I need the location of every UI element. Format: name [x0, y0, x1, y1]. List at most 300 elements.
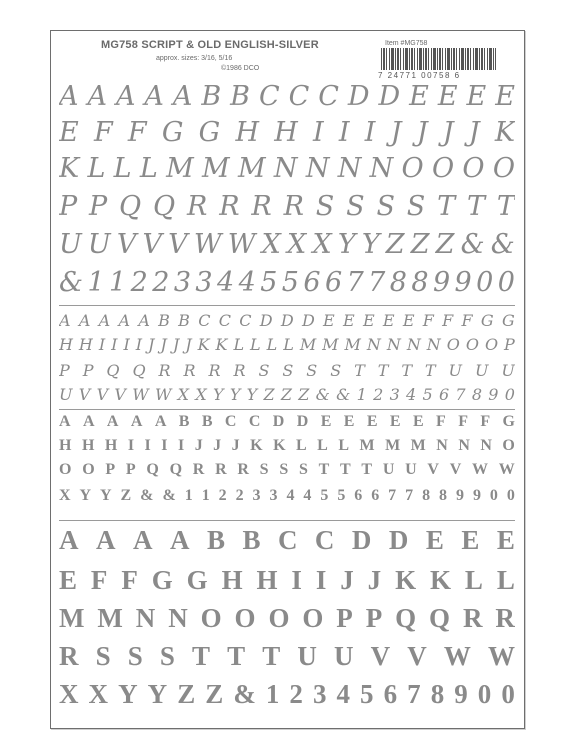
decal-glyph: E — [362, 311, 375, 330]
decal-glyph: X — [59, 487, 71, 504]
decal-glyph: A — [169, 525, 190, 555]
decal-glyph: O — [82, 461, 95, 478]
decal-glyph: I — [315, 565, 327, 595]
decal-glyph: I — [291, 565, 302, 595]
decal-glyph: P — [59, 191, 78, 222]
decal-glyph: 5 — [337, 487, 346, 504]
decal-glyph: 0 — [477, 679, 492, 709]
decal-glyph: X — [195, 385, 207, 404]
decal-glyph: S — [279, 461, 289, 478]
decal-glyph: D — [301, 311, 315, 330]
decal-glyph: 4 — [238, 267, 256, 298]
decal-glyph: S — [159, 641, 175, 671]
decal-glyph: U — [297, 641, 317, 671]
decal-glyph: 7 — [388, 487, 397, 504]
decal-glyph: R — [495, 603, 515, 633]
decal-glyph: V — [370, 641, 391, 671]
decal-glyph: Y — [337, 229, 356, 260]
decal-glyph: R — [208, 361, 221, 380]
decal-glyph: P — [89, 191, 108, 222]
decal-glyph: A — [115, 81, 136, 112]
decal-glyph: O — [401, 153, 424, 184]
decal-glyph: H — [235, 117, 259, 148]
decal-glyph: S — [95, 641, 111, 671]
decal-glyph: 7 — [346, 267, 364, 298]
decal-glyph: 7 — [455, 385, 466, 404]
decal-glyph: G — [502, 413, 515, 430]
decal-glyph: R — [215, 461, 227, 478]
decal-glyph: 0 — [504, 385, 515, 404]
decal-glyph: B — [178, 311, 190, 330]
decal-glyph: I — [98, 335, 106, 354]
decal-glyph: 6 — [438, 385, 450, 404]
decal-glyph: N — [305, 153, 330, 184]
decal-glyph: I — [111, 335, 118, 354]
decal-glyph: E — [425, 525, 444, 555]
decal-glyph: 6 — [383, 679, 398, 709]
decal-glyph: E — [437, 81, 458, 112]
decal-glyph: Z — [435, 229, 455, 260]
decal-glyph: S — [315, 191, 335, 222]
decal-glyph: Y — [147, 679, 168, 709]
decal-glyph: O — [465, 335, 479, 354]
decal-glyph: R — [233, 361, 246, 380]
decal-glyph: X — [312, 229, 332, 260]
decal-glyph: X — [88, 679, 109, 709]
big-script-row — [59, 229, 515, 260]
decal-glyph: Z — [280, 385, 292, 404]
decal-glyph: C — [198, 311, 211, 330]
big-script-row — [59, 191, 515, 222]
decal-glyph: A — [59, 311, 71, 330]
decal-glyph: H — [59, 335, 73, 354]
decal-glyph: A — [144, 81, 164, 112]
decal-glyph: F — [127, 117, 147, 148]
decal-glyph: N — [366, 335, 381, 354]
decal-glyph: W — [472, 461, 488, 478]
decal-glyph: Q — [106, 361, 120, 380]
decal-glyph: V — [427, 461, 439, 478]
decal-glyph: I — [127, 437, 135, 454]
decal-glyph: C — [288, 81, 310, 112]
section-divider — [59, 409, 515, 410]
decal-glyph: R — [462, 603, 483, 633]
decal-glyph: 2 — [152, 267, 170, 298]
sheet-title: MG758 SCRIPT & OLD ENGLISH-SILVER — [101, 39, 319, 51]
decal-glyph: 7 — [368, 267, 386, 298]
decal-glyph: W — [227, 229, 256, 260]
decal-glyph: M — [237, 153, 266, 184]
decal-glyph: V — [449, 461, 462, 478]
decal-glyph: 8 — [471, 385, 483, 404]
decal-glyph: L — [338, 437, 349, 454]
decal-glyph: D — [347, 81, 370, 112]
decal-glyph: M — [202, 153, 230, 184]
decal-glyph: H — [104, 437, 118, 454]
decal-glyph: Q — [169, 461, 183, 478]
decal-glyph: Q — [146, 461, 159, 478]
decal-glyph: F — [422, 311, 434, 330]
decal-glyph: B — [178, 413, 190, 430]
decal-glyph: J — [213, 437, 222, 454]
decal-glyph: 4 — [336, 679, 350, 709]
decal-glyph: E — [496, 525, 515, 555]
decal-glyph: J — [231, 437, 240, 454]
decal-glyph: F — [458, 413, 468, 430]
decal-glyph: S — [330, 361, 342, 380]
decal-glyph: A — [82, 413, 95, 430]
decal-glyph: A — [154, 413, 167, 430]
big-old-row — [59, 641, 515, 672]
decal-glyph: E — [402, 311, 415, 330]
decal-glyph: I — [144, 437, 151, 454]
decal-glyph: R — [219, 191, 240, 222]
decal-glyph: K — [250, 437, 263, 454]
decal-glyph: N — [337, 153, 362, 184]
item-number: Item #MG758 — [385, 40, 428, 47]
decal-glyph: S — [298, 461, 308, 478]
decal-glyph: A — [106, 413, 119, 430]
decal-glyph: O — [484, 335, 499, 354]
decal-glyph: C — [218, 311, 231, 330]
decal-glyph: W — [498, 461, 515, 478]
decal-glyph: 2 — [373, 385, 384, 404]
decal-glyph: J — [340, 565, 354, 595]
decal-glyph: 0 — [489, 487, 498, 504]
decal-glyph: G — [186, 565, 208, 595]
decal-glyph: C — [318, 81, 339, 112]
decal-glyph: 3 — [252, 487, 261, 504]
decal-glyph: G — [198, 117, 221, 148]
decal-glyph: 3 — [269, 487, 278, 504]
decal-glyph: C — [248, 413, 261, 430]
decal-glyph: V — [407, 641, 427, 671]
decal-glyph: H — [274, 117, 298, 148]
small-old-row — [59, 413, 515, 431]
decal-glyph: F — [442, 311, 454, 330]
decal-glyph: T — [424, 361, 436, 380]
decal-glyph: W — [193, 229, 222, 260]
decal-glyph: 1 — [265, 679, 280, 709]
decal-glyph: U — [59, 229, 82, 260]
decal-glyph: & — [233, 679, 256, 709]
decal-glyph: V — [96, 385, 109, 404]
decal-glyph: V — [142, 229, 162, 260]
decal-glyph: T — [227, 641, 246, 671]
decal-glyph: C — [277, 525, 298, 555]
decal-glyph: K — [395, 565, 417, 595]
big-script-row — [59, 81, 515, 112]
decal-glyph: E — [412, 413, 424, 430]
decal-glyph: Q — [153, 191, 176, 222]
decal-glyph: J — [468, 117, 480, 148]
decal-glyph: C — [314, 525, 335, 555]
decal-glyph: I — [161, 437, 168, 454]
decal-glyph: L — [113, 153, 132, 184]
decal-glyph: T — [262, 641, 281, 671]
decal-glyph: P — [59, 361, 70, 380]
decal-glyph: B — [230, 81, 250, 112]
decal-glyph: Y — [100, 487, 112, 504]
decal-glyph: M — [410, 437, 426, 454]
decal-glyph: A — [138, 311, 150, 330]
decal-glyph: 1 — [87, 267, 105, 298]
decal-glyph: J — [172, 335, 180, 354]
decal-glyph: T — [377, 361, 389, 380]
decal-glyph: Z — [385, 229, 405, 260]
decal-glyph: A — [59, 81, 79, 112]
decal-glyph: L — [317, 437, 328, 454]
decal-glyph: 5 — [320, 487, 329, 504]
decal-glyph: G — [480, 311, 494, 330]
decal-glyph: A — [95, 525, 116, 555]
big-script-row — [59, 117, 515, 148]
decal-glyph: L — [233, 335, 245, 354]
decal-glyph: C — [258, 81, 280, 112]
decal-glyph: U — [334, 641, 354, 671]
small-script-row — [59, 385, 515, 404]
decal-glyph: O — [502, 437, 515, 454]
decal-glyph: T — [466, 191, 485, 222]
small-old-row — [59, 461, 515, 479]
decal-glyph: I — [338, 117, 350, 148]
decal-glyph: R — [158, 361, 171, 380]
decal-glyph: 2 — [289, 679, 303, 709]
decal-glyph: I — [177, 437, 185, 454]
small-script-row — [59, 335, 515, 354]
decal-glyph: 5 — [281, 267, 299, 298]
decal-glyph: K — [197, 335, 210, 354]
decal-glyph: 9 — [455, 487, 464, 504]
decal-glyph: M — [299, 335, 317, 354]
decal-glyph: S — [258, 361, 270, 380]
decal-glyph: A — [59, 413, 71, 430]
decal-glyph: J — [160, 335, 167, 354]
decal-glyph: Q — [119, 191, 142, 222]
decal-glyph: 5 — [360, 679, 374, 709]
decal-glyph: D — [378, 81, 401, 112]
decal-glyph: P — [82, 361, 94, 380]
decal-glyph: R — [183, 361, 196, 380]
decal-glyph: L — [496, 565, 515, 595]
decal-glyph: J — [390, 117, 402, 148]
decal-glyph: 1 — [201, 487, 210, 504]
decal-glyph: E — [495, 81, 515, 112]
decal-glyph: 8 — [439, 487, 448, 504]
decal-glyph: 9 — [472, 487, 481, 504]
section-divider — [59, 305, 515, 306]
decal-glyph: & — [490, 229, 515, 260]
small-old-row — [59, 437, 515, 455]
decal-glyph: F — [90, 565, 108, 595]
decal-glyph: N — [436, 437, 448, 454]
decal-glyph: G — [501, 311, 515, 330]
decal-glyph: E — [366, 413, 378, 430]
decal-glyph: & — [336, 385, 351, 404]
decal-glyph: 5 — [422, 385, 433, 404]
decal-glyph: M — [97, 603, 123, 633]
decal-glyph: A — [59, 525, 79, 555]
decal-glyph: Z — [298, 385, 310, 404]
decal-glyph: R — [192, 461, 205, 478]
decal-glyph: E — [343, 413, 355, 430]
decal-glyph: L — [464, 565, 483, 595]
small-old-row — [59, 487, 515, 505]
decal-glyph: 4 — [406, 385, 417, 404]
decal-glyph: I — [364, 117, 376, 148]
decal-glyph: I — [312, 117, 324, 148]
decal-glyph: 4 — [303, 487, 312, 504]
decal-glyph: 0 — [506, 487, 515, 504]
decal-glyph: A — [87, 81, 107, 112]
decal-glyph: 9 — [488, 385, 499, 404]
decal-glyph: L — [87, 153, 106, 184]
decal-glyph: D — [296, 413, 309, 430]
small-script-row — [59, 361, 515, 380]
decal-glyph: E — [342, 311, 355, 330]
decal-glyph: F — [480, 413, 491, 430]
decal-glyph: K — [430, 565, 452, 595]
decal-glyph: A — [118, 311, 131, 330]
decal-glyph: W — [154, 385, 172, 404]
decal-glyph: & — [162, 487, 176, 504]
decal-glyph: 3 — [173, 267, 192, 298]
decal-glyph: J — [185, 335, 192, 354]
decal-glyph: B — [242, 525, 261, 555]
decal-glyph: X — [59, 679, 79, 709]
decal-glyph: G — [161, 117, 184, 148]
decal-glyph: P — [105, 461, 116, 478]
decal-glyph: 4 — [217, 267, 235, 298]
decal-glyph: S — [282, 361, 294, 380]
decal-glyph: E — [320, 413, 332, 430]
decal-glyph: A — [172, 81, 193, 112]
decal-glyph: B — [201, 81, 222, 112]
decal-glyph: 9 — [454, 679, 468, 709]
decal-glyph: 9 — [432, 267, 451, 298]
decal-glyph: X — [287, 229, 307, 260]
decal-glyph: 0 — [476, 267, 494, 298]
decal-glyph: Z — [410, 229, 430, 260]
decal-glyph: 7 — [407, 679, 421, 709]
decal-glyph: X — [261, 229, 281, 260]
decal-glyph: E — [323, 311, 335, 330]
decal-glyph: K — [59, 153, 80, 184]
decal-glyph: R — [187, 191, 208, 222]
decal-glyph: K — [494, 117, 515, 148]
decal-glyph: U — [87, 229, 111, 260]
small-script-row — [59, 311, 515, 330]
decal-glyph: W — [132, 385, 149, 404]
decal-glyph: B — [206, 525, 225, 555]
decal-glyph: T — [401, 361, 412, 380]
decal-glyph: 6 — [324, 267, 343, 298]
decal-glyph: E — [409, 81, 429, 112]
decal-glyph: J — [416, 117, 428, 148]
decal-glyph: O — [462, 153, 485, 184]
decal-glyph: N — [135, 603, 156, 633]
decal-glyph: 1 — [356, 385, 367, 404]
decal-glyph: W — [487, 641, 515, 671]
decal-glyph: T — [437, 191, 456, 222]
decal-glyph: D — [388, 525, 409, 555]
decal-glyph: L — [283, 335, 294, 354]
decal-glyph: Q — [429, 603, 451, 633]
decal-glyph: S — [127, 641, 143, 671]
decal-glyph: D — [351, 525, 372, 555]
decal-glyph: S — [306, 361, 318, 380]
decal-glyph: E — [389, 413, 401, 430]
decal-glyph: J — [148, 335, 155, 354]
decal-glyph: 2 — [130, 267, 148, 298]
sheet-header — [51, 31, 524, 83]
decal-glyph: Z — [177, 679, 196, 709]
decal-glyph: J — [367, 565, 382, 595]
decal-glyph: Q — [395, 603, 417, 633]
decal-glyph: E — [461, 525, 480, 555]
decal-glyph: 8 — [389, 267, 407, 298]
decal-glyph: O — [446, 335, 460, 354]
decal-glyph: R — [237, 461, 249, 478]
decal-glyph: & — [460, 229, 485, 260]
decal-glyph: 3 — [195, 267, 213, 298]
decal-glyph: J — [442, 117, 454, 148]
decal-glyph: & — [59, 267, 84, 298]
decal-glyph: A — [132, 525, 153, 555]
barcode-number: 7 24771 00758 6 — [378, 71, 461, 80]
size-note: approx. sizes: 3/16, 5/16 — [156, 55, 233, 62]
decal-glyph: T — [340, 461, 351, 478]
decal-glyph: Q — [132, 361, 146, 380]
decal-glyph: M — [322, 335, 339, 354]
decal-glyph: N — [273, 153, 298, 184]
decal-glyph: 3 — [389, 385, 400, 404]
decal-glyph: 0 — [501, 679, 515, 709]
decal-glyph: O — [234, 603, 256, 633]
big-old-row — [59, 565, 515, 596]
decal-glyph: 2 — [235, 487, 244, 504]
decal-glyph: T — [496, 191, 515, 222]
decal-glyph: S — [259, 461, 269, 478]
decal-glyph: M — [359, 437, 375, 454]
decal-glyph: M — [385, 437, 401, 454]
copyright-note: ©1986 DCO — [221, 65, 260, 72]
decal-glyph: M — [59, 603, 85, 633]
decal-glyph: 0 — [497, 267, 515, 298]
decal-glyph: P — [336, 603, 353, 633]
decal-glyph: O — [59, 461, 72, 478]
decal-sheet — [50, 30, 525, 729]
big-old-row — [59, 679, 515, 710]
decal-glyph: H — [78, 335, 93, 354]
decal-glyph: L — [266, 335, 278, 354]
decal-glyph: I — [123, 335, 130, 354]
decal-glyph: 6 — [303, 267, 321, 298]
decal-glyph: Y — [229, 385, 241, 404]
decal-glyph: A — [98, 311, 111, 330]
decal-glyph: K — [215, 335, 228, 354]
decal-glyph: B — [201, 413, 213, 430]
decal-glyph: & — [140, 487, 154, 504]
decal-glyph: H — [59, 437, 72, 454]
big-script-row — [59, 153, 515, 184]
big-old-row — [59, 603, 515, 634]
decal-glyph: D — [272, 413, 285, 430]
decal-glyph: U — [405, 461, 417, 478]
decal-glyph: U — [474, 361, 489, 380]
decal-glyph: O — [492, 153, 515, 184]
decal-glyph: F — [461, 311, 473, 330]
